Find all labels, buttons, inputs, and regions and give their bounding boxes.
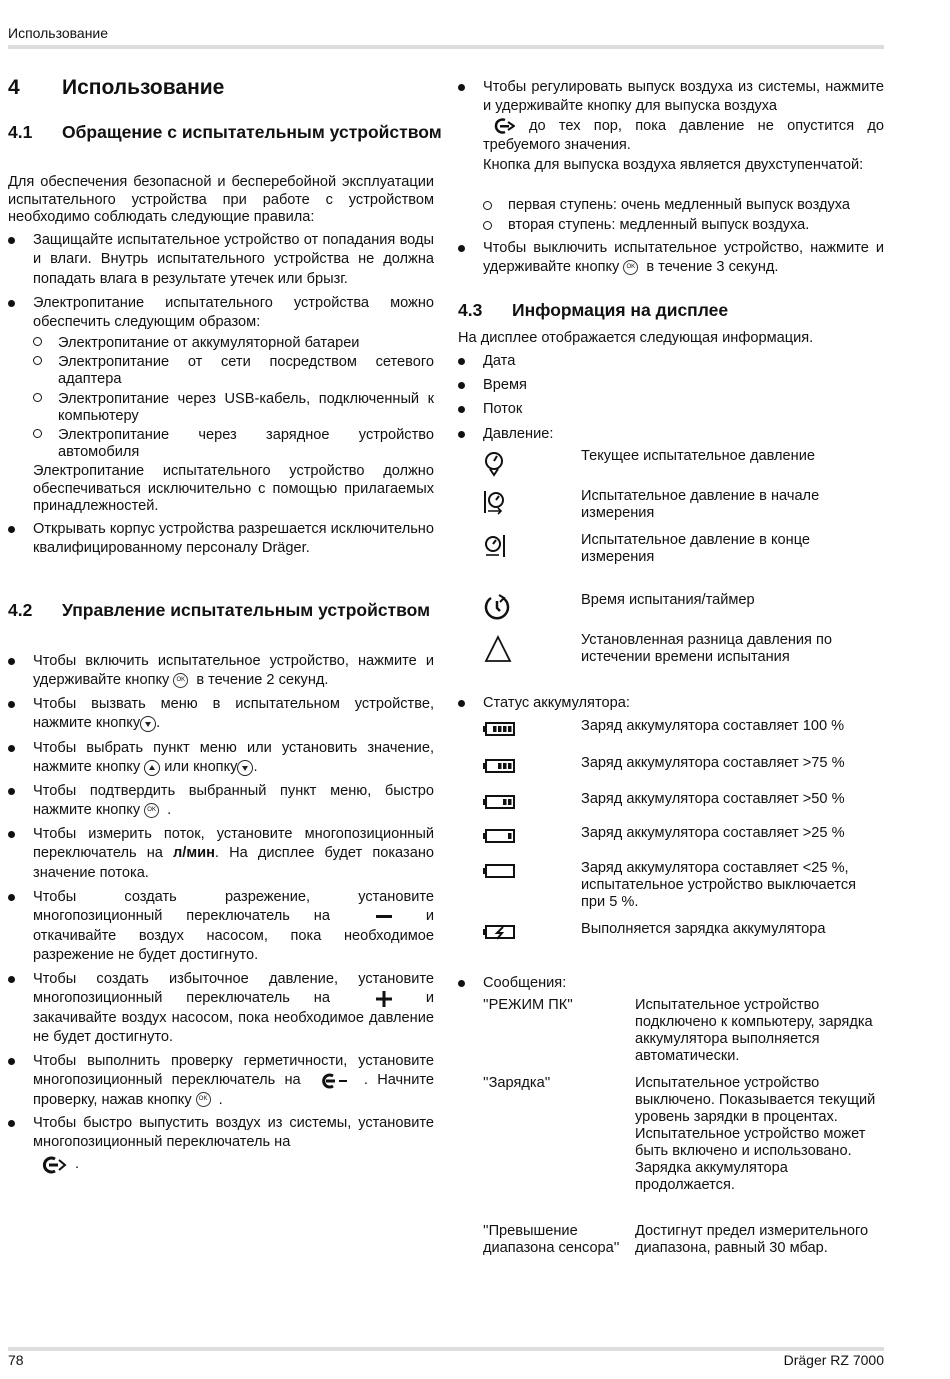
s41-intro: Для обеспечения безопасной и бесперебойной эксплуатации испытательного устройства при работе с устройством необходимо соблюдать следующие правила: [8,174,434,225]
footer-rule [8,1347,884,1351]
release-button-icon [493,117,515,135]
timer-icon [483,593,511,621]
s41-sub-2: Электропитание от сети посредством сетевого адаптера [33,354,434,388]
message-key: ''Превышение диапазона сенсора'' [483,1223,620,1256]
battery-charging-icon [483,924,517,940]
ok-button-icon: OK [144,803,159,818]
s42-bullet-9: Чтобы быстро выпустить воздух из системы, установите многопозиционный переключатель на . [8,1114,434,1175]
battery-status-text: Заряд аккумулятора составляет >75 % [581,755,845,771]
s41-bullet-3: Открывать корпус устройства разрешается исключительно квалифицированному персоналу Dräger. [8,520,434,559]
current-pressure-text: Текущее испытательное давление [581,448,815,464]
info-pressure: Давление: [458,425,884,444]
s42-bullet-4: Чтобы подтвердить выбранный пункт меню, быстро нажмите кнопку OK . [8,782,434,821]
product-name: Dräger RZ 7000 [783,1352,884,1368]
s43-intro: На дисплее отображается следующая информация. [458,330,814,346]
section-4-2-heading: 4.2 Управление испытательным устройством [8,600,431,620]
start-pressure-icon [483,489,507,517]
s42-bullet-5: Чтобы измерить поток, установите многопозиционный переключатель на л/мин. На дисплее будет показано значение потока. [8,825,434,883]
info-time: Время [458,376,884,395]
battery-status-text: Выполняется зарядка аккумулятора [581,921,826,937]
s41-bullet-2-tail: Электропитание испытательного устройство должно обеспечиваться исключительно с помощью прилагаемых принадлежностей. [33,463,434,514]
message-value: Достигнут предел измерительного диапазона, равный 30 мбар. [635,1223,869,1256]
header-rule [8,45,884,49]
section-4-3-heading: 4.3 Информация на дисплее [458,300,729,320]
s42-bullet-6: Чтобы создать разрежение, установите многопозиционный переключатель на и откачивайте воздух насосом, пока необходимое разрежение не будет достигнуто. [8,888,434,966]
down-button-icon [140,716,156,732]
battery-status-text: Заряд аккумулятора составляет 100 % [581,718,845,734]
release-position-icon [41,1155,67,1175]
info-battery: Статус аккумулятора: [458,694,884,713]
page-number: 78 [8,1352,24,1368]
battery-icon [483,794,517,810]
battery-icon [483,863,517,879]
s42-bullet-1: Чтобы включить испытательное устройство, нажмите и удерживайте кнопку OK в течение 2 секунд. [8,652,434,691]
release-sub-2: вторая ступень: медленный выпуск воздуха. [483,216,884,235]
delta-icon [483,635,513,663]
chapter-heading: 4 Использование [8,76,225,99]
s41-sub-1: Электропитание от аккумуляторной батареи [33,335,434,352]
down-button-icon [237,760,253,776]
info-date: Дата [458,352,884,371]
release-bullet: Чтобы регулировать выпуск воздуха из системы, нажмите и удерживайте кнопку для выпуска воздуха до тех пор, пока давление не опустится до требуемого значения. Кнопка для выпуска воздуха является двухступенчатой: [458,78,884,175]
s41-bullet-1: Защищайте испытательное устройство от попадания воды и влаги. Внутрь испытательного устройства не должна попадать влага в результате утечек или брызг. [8,231,434,289]
ok-button-icon: OK [173,673,188,688]
message-key: ''РЕЖИМ ПК'' [483,997,573,1013]
info-messages: Сообщения: [458,974,884,993]
s41-sub-4: Электропитание через зарядное устройство автомобиля [33,427,434,461]
battery-status-text: Заряд аккумулятора составляет >50 % [581,791,845,807]
running-header: Использование [8,25,109,41]
s42-bullet-7: Чтобы создать избыточное давление, установите многопозиционный переключатель на и закачивайте воздух насосом, пока необходимое давление не будет достигнуто. [8,970,434,1048]
s42-bullet-2: Чтобы вызвать меню в испытательном устройстве, нажмите кнопку . [8,695,434,734]
plus-position-icon [376,991,392,1007]
s41-sub-3: Электропитание через USB-кабель, подключенный к компьютеру [33,391,434,425]
power-off-bullet: Чтобы выключить испытательное устройство, нажмите и удерживайте кнопку OK в течение 3 секунд. [458,239,884,278]
start-pressure-text: Испытательное давление в начале измерения [581,488,820,521]
delta-text: Установленная разница давления по истечении времени испытания [581,632,833,665]
message-key: ''Зарядка'' [483,1075,551,1091]
s42-bullet-8: Чтобы выполнить проверку герметичности, установите многопозиционный переключатель на . Начните проверку, нажав кнопку OK . [8,1052,434,1110]
battery-icon [483,721,517,737]
battery-icon [483,828,517,844]
up-button-icon [144,760,160,776]
s42-bullet-3: Чтобы выбрать пункт меню или установить значение, нажмите кнопку или кнопку . [8,739,434,778]
end-pressure-text: Испытательное давление в конце измерения [581,532,811,565]
release-sub-1: первая ступень: очень медленный выпуск воздуха [483,196,884,215]
battery-status-text: Заряд аккумулятора составляет >25 % [581,825,845,841]
message-value: Испытательное устройство подключено к компьютеру, зарядка аккумулятора выполняется автоматически. [635,997,873,1064]
s41-bullet-2: Электропитание испытательного устройства можно обеспечить следующим образом: [8,294,434,333]
battery-status-text: Заряд аккумулятора составляет <25 %, испытательное устройство выключается при 5 %. [581,860,857,910]
current-pressure-icon [483,451,507,479]
leak-test-position-icon [320,1073,350,1089]
message-value: Испытательное устройство выключено. Показывается текущий уровень зарядки в процентах. Испытательное устройство может быть включено и использовано. Зарядка аккумулятора продолжается. [635,1075,876,1193]
timer-text: Время испытания/таймер [581,592,755,608]
ok-button-icon: OK [196,1092,211,1107]
info-flow: Поток [458,400,884,419]
minus-position-icon [376,915,392,918]
battery-icon [483,758,517,774]
ok-button-icon: OK [623,260,638,275]
end-pressure-icon [483,533,507,561]
section-4-1-heading: 4.1 Обращение с испытательным устройством [8,122,442,142]
